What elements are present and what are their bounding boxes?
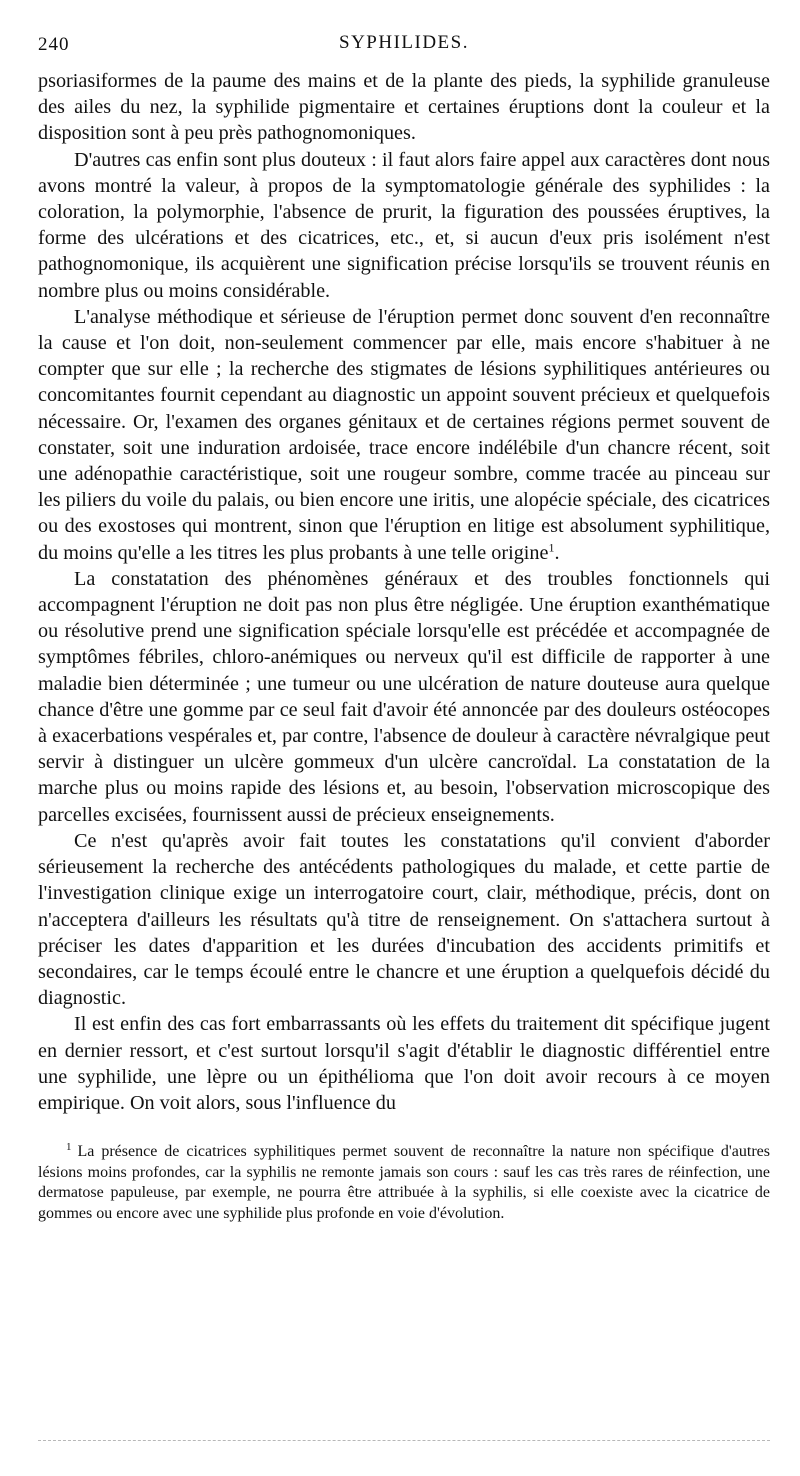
body-text (38, 68, 770, 1116)
footnotes (38, 1142, 770, 1224)
paragraph (38, 147, 770, 304)
paragraph (38, 304, 770, 566)
footnote (38, 1142, 770, 1224)
paragraph-text: La constatation des phénomènes généraux et des troubles fonctionnels qui accompagnent l'éruption ne doit pas non plus être négligée. Une éruption exanthématique ou résolutive prend une signification spéciale lorsqu'elle est précédée et accompagnée de symptômes fébriles, chloro-anémiques ou nerveux qu'il est difficile de rapporter à une maladie bien déterminée ; une tumeur ou une ulcération de nature douteuse aura quelque chance d'être une gomme par ce seul fait d'avoir été annoncée par des douleurs ostéocopes à exacerbations vespérales et, par contre, l'absence de douleur à caractère névralgique peut servir à distinguer un ulcère gommeux d'un ulcère cancroïdal. La constatation de la marche plus ou moins rapide des lésions et, au besoin, l'observation microscopique des parcelles excisées, fournissent aussi de précieux enseignements. (38, 567, 770, 826)
page-header (38, 30, 770, 56)
paragraph-text: Il est enfin des cas fort embarrassants où les effets du traitement dit spécifique jugent en dernier ressort, et c'est surtout lorsqu'il s'agit d'établir le diagnostic différentiel entre une syphilide, une lèpre ou un épithélioma que l'on doit avoir recours à ce moyen empirique. On voit alors, sous l'influence du (38, 1013, 770, 1114)
paragraph-text: psoriasiformes de la paume des mains et de la plante des pieds, la syphilide granuleuse des ailes du nez, la syphilide pigmentaire et certaines éruptions dont la couleur et la disposition sont à peu près pathognomoniques. (38, 70, 770, 145)
page-number: 240 (38, 34, 70, 55)
paragraph (38, 1011, 770, 1116)
footnote-marker: 1 (66, 1140, 72, 1153)
paragraph-text: D'autres cas enfin sont plus douteux : il faut alors faire appel aux caractères dont nous avons montré la valeur, à propos de la symptomatologie générale des syphilides : la coloration, la polymorphie, l'absence de prurit, la figuration des poussées éruptives, la forme des ulcérations et des cicatrices, etc., et, si aucun d'eux pris isolément n'est pathognomonique, ils acquièrent une signification précise lorsqu'ils se trouvent réunis en nombre plus ou moins considérable. (38, 148, 770, 302)
paragraph (38, 828, 770, 1011)
footnote-text: La présence de cicatrices syphilitiques permet souvent de reconnaître la nature non spécifique d'autres lésions moins profondes, car la syphilis ne remonte jamais son cours : sauf les cas très rares de réinfection, une dermatose papuleuse, par exemple, ne pourra être attribuée à la syphilis, si elle coexiste avec la cicatrice de gommes ou encore avec une syphilide plus profonde en voie d'évolution. (38, 1143, 770, 1222)
paragraph (38, 68, 770, 147)
paragraph-text: Ce n'est qu'après avoir fait toutes les constatations qu'il convient d'aborder sérieusement la recherche des antécédents pathologiques du malade, et cette partie de l'investigation clinique exige un interrogatoire court, clair, méthodique, précis, dont on n'acceptera d'ailleurs les résultats qu'à titre de renseignement. On s'attachera surtout à préciser les dates d'apparition et les durées d'incubation des accidents primitifs et secondaires, car le temps écoulé entre le chancre et une éruption a quelquefois décidé du diagnostic. (38, 829, 770, 1010)
bottom-rule (38, 1440, 770, 1441)
paragraph-tail: . (554, 541, 560, 564)
footnote-reference[interactable]: 1 (548, 539, 555, 554)
paragraph (38, 566, 770, 828)
running-title: SYPHILIDES. (339, 32, 469, 53)
paragraph-text: L'analyse méthodique et sérieuse de l'éruption permet donc souvent d'en reconnaître la cause et l'on doit, non-seulement commencer par elle, mais encore s'habituer à ne compter que sur elle ; la recherche des stigmates de lésions syphilitiques antérieures ou concomitantes fournit cependant au diagnostic un appoint souvent précieux et quelquefois nécessaire. Or, l'examen des organes génitaux et de certaines régions permet souvent de constater, soit une induration ardoisée, trace encore indélébile d'un chancre récent, soit une adénopathie caractéristique, soit une rougeur sombre, comme tracée au pinceau sur les piliers du voile du palais, ou bien encore une iritis, une alopécie spéciale, des cicatrices ou des exostoses qui montrent, sinon que l'éruption en litige est absolument syphilitique, du moins qu'elle a les titres les plus probants à une telle origine (38, 305, 770, 564)
